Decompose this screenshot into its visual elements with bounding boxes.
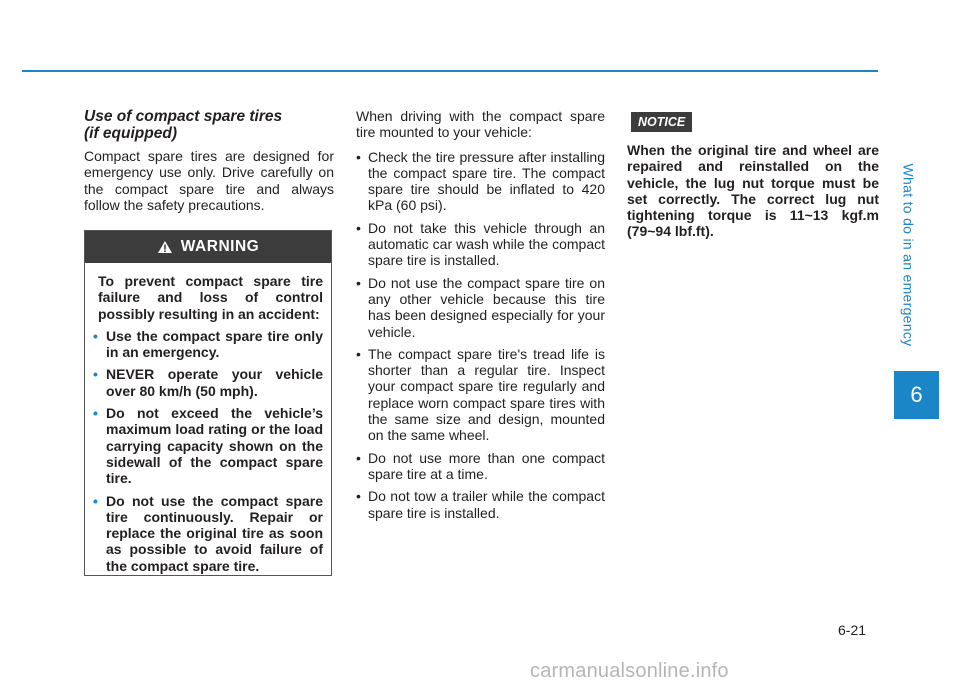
bullet-dot: • bbox=[93, 492, 98, 509]
middle-intro: When driving with the compact spare tire mounted to your vehicle: bbox=[356, 108, 605, 141]
section-title bbox=[84, 108, 334, 142]
bullet-dot: • bbox=[356, 449, 361, 466]
precaution-item bbox=[356, 346, 605, 444]
warning-box bbox=[84, 230, 332, 576]
warning-body bbox=[85, 263, 331, 574]
bullet-dot: • bbox=[356, 219, 361, 236]
intro-paragraph: Compact spare tires are designed for emergency use only. Drive carefully on the compact spare tire and always follow the safety precautions. bbox=[84, 148, 334, 213]
chapter-side-tab bbox=[898, 140, 918, 370]
precaution-list bbox=[356, 149, 605, 521]
precaution-text: Do not take this vehicle through an automatic car wash while the compact spare tire is installed. bbox=[368, 219, 605, 269]
warning-item-text: Use the compact spare tire only in an emergency. bbox=[106, 327, 323, 361]
precaution-item bbox=[356, 275, 605, 340]
warning-item-text: NEVER operate your vehicle over 80 km/h (50 mph). bbox=[106, 366, 323, 399]
bullet-dot: • bbox=[356, 488, 361, 505]
left-column bbox=[84, 108, 334, 213]
notice-text: When the original tire and wheel are repaired and reinstalled on the vehicle, the lug nut torque must be set correctly. The correct lug nut tightening torque is 11~13 kgf.m (79~94 lbf.ft). bbox=[627, 142, 879, 240]
warning-intro: To prevent compact spare tire failure and loss of control possibly resulting in an accident: bbox=[98, 273, 323, 322]
warning-header bbox=[85, 231, 331, 263]
precaution-text: Do not use the compact spare tire on any other vehicle because this tire has been designed especially for your vehicle. bbox=[368, 274, 605, 340]
section-title-line1: Use of compact spare tires bbox=[84, 108, 283, 125]
warning-label: WARNING bbox=[180, 238, 260, 255]
middle-column bbox=[356, 108, 605, 527]
chapter-number-badge: 6 bbox=[894, 371, 939, 419]
precaution-text: Do not use more than one compact spare tire at a time. bbox=[368, 449, 605, 482]
precaution-text: The compact spare tire's tread life is shorter than a regular tire. Inspect your compact spare tire regularly and replace worn compact spare tires with the same size and design, mounted on the same wheel. bbox=[368, 345, 605, 444]
header-rule bbox=[22, 70, 878, 72]
warning-triangle-icon bbox=[157, 240, 173, 254]
watermark: carmanualsonline.info bbox=[530, 660, 729, 682]
right-column bbox=[627, 112, 879, 240]
notice-tag: NOTICE bbox=[631, 112, 692, 132]
section-title-line2: (if equipped) bbox=[84, 125, 177, 142]
bullet-dot: • bbox=[93, 327, 98, 344]
bullet-dot: • bbox=[356, 148, 361, 165]
warning-item bbox=[93, 327, 323, 361]
warning-item bbox=[93, 405, 323, 487]
bullet-dot: • bbox=[93, 366, 98, 383]
precaution-item bbox=[356, 149, 605, 214]
chapter-side-tab-label: What to do in an emergency bbox=[900, 163, 916, 347]
bullet-dot: • bbox=[93, 405, 98, 422]
warning-list bbox=[93, 327, 323, 574]
precaution-item bbox=[356, 220, 605, 269]
warning-item-text: Do not use the compact spare tire continuously. Repair or replace the original tire as soon as possible to avoid failure of the compact spare tire. bbox=[106, 492, 323, 574]
precaution-item bbox=[356, 488, 605, 521]
precaution-item bbox=[356, 450, 605, 483]
page-number: 6-21 bbox=[838, 622, 867, 638]
precaution-text: Check the tire pressure after installing the compact spare tire. The compact spare tire should be inflated to 420 kPa (60 psi). bbox=[368, 148, 605, 214]
bullet-dot: • bbox=[356, 274, 361, 291]
warning-item bbox=[93, 366, 323, 399]
precaution-text: Do not tow a trailer while the compact spare tire is installed. bbox=[368, 488, 605, 521]
bullet-dot: • bbox=[356, 345, 361, 362]
warning-item-text: Do not exceed the vehicle’s maximum load rating or the load carrying capacity shown on the sidewall of the compact spare tire. bbox=[106, 405, 323, 487]
warning-item bbox=[93, 492, 323, 574]
